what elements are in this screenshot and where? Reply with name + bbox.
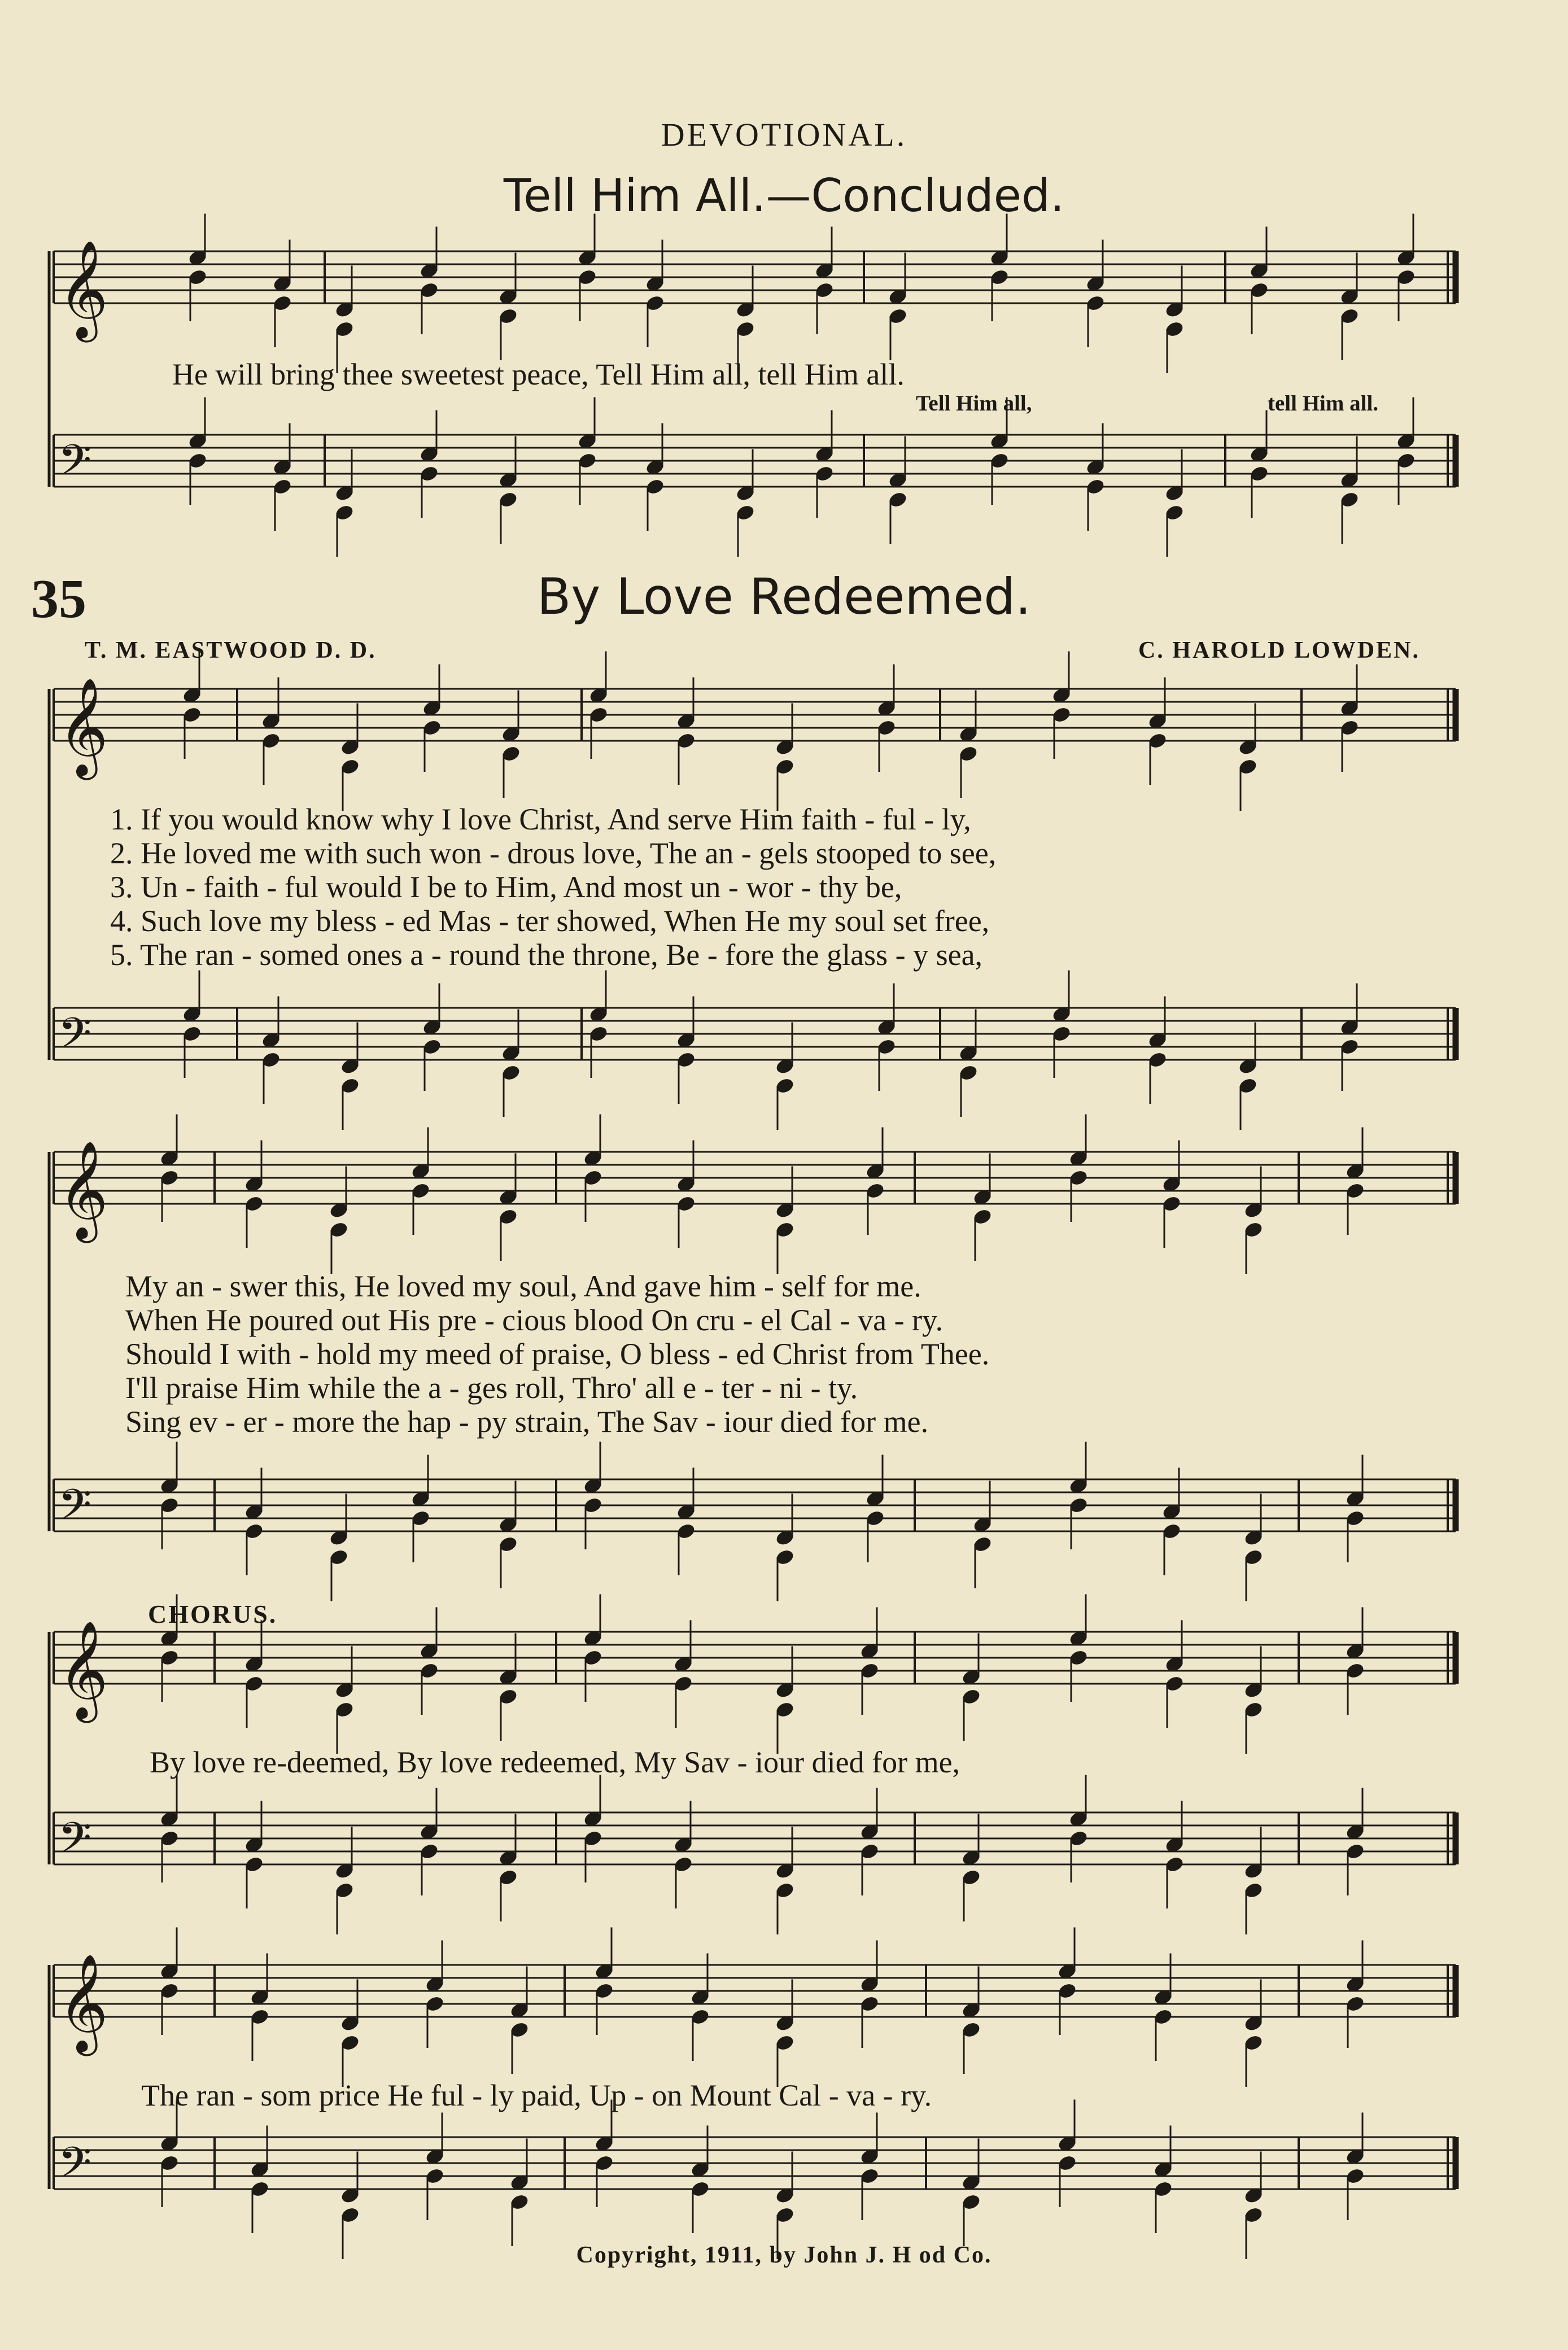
continued-lyric-line: He will bring thee sweetest peace, Tell Him all, tell Him all. <box>172 357 905 391</box>
svg-text:𝄞: 𝄞 <box>58 1141 108 1239</box>
svg-text:𝄢: 𝄢 <box>58 1813 92 1873</box>
svg-text:𝄢: 𝄢 <box>58 1008 92 1069</box>
svg-text:𝄞: 𝄞 <box>58 678 108 776</box>
svg-text:𝄢: 𝄢 <box>58 1480 92 1540</box>
section-title: DEVOTIONAL. <box>661 116 907 153</box>
verse-line-a: 1. If you would know why I love Christ, And serve Him faith - ful - ly, <box>110 802 971 836</box>
verse-line-b: When He poured out His pre - cious blood On cru - el Cal - va - ry. <box>125 1303 944 1337</box>
composer-credit: C. HAROLD LOWDEN. <box>1138 637 1420 663</box>
svg-text:𝄢: 𝄢 <box>58 2138 92 2198</box>
hymn-number: 35 <box>31 569 86 630</box>
verse-line-a: 2. He loved me with such won - drous love, The an - gels stooped to see, <box>110 836 997 870</box>
continued-sub-lyric-2: tell Him all. <box>1268 391 1379 416</box>
lyricist-credit: T. M. EASTWOOD D. D. <box>85 637 377 663</box>
verse-line-b: Sing ev - er - more the hap - py strain, The Sav - iour died for me. <box>125 1405 929 1439</box>
continued-hymn-title: Tell Him All.—Concluded. <box>503 169 1065 222</box>
svg-text:𝄢: 𝄢 <box>58 435 92 496</box>
chorus-line: The ran - som price He ful - ly paid, Up - on Mount Cal - va - ry. <box>141 2078 932 2112</box>
continued-sub-lyric-1: Tell Him all, <box>916 391 1032 416</box>
svg-text:𝄞: 𝄞 <box>58 1620 108 1719</box>
svg-text:𝄞: 𝄞 <box>58 1954 108 2052</box>
verse-line-a: 4. Such love my bless - ed Mas - ter showed, When He my soul set free, <box>110 904 990 938</box>
chorus-label: CHORUS. <box>148 1600 278 1628</box>
verse-line-b: My an - swer this, He loved my soul, And gave him - self for me. <box>125 1269 921 1303</box>
chorus-line: By love re-deemed, By love redeemed, My Sav - iour died for me, <box>150 1745 960 1779</box>
verse-line-b: Should I with - hold my meed of praise, O bless - ed Christ from Thee. <box>125 1337 990 1371</box>
verse-line-a: 5. The ran - somed ones a - round the throne, Be - fore the glass - y sea, <box>110 938 983 972</box>
verse-line-b: I'll praise Him while the a - ges roll, Thro' all e - ter - ni - ty. <box>125 1371 858 1405</box>
copyright-notice: Copyright, 1911, by John J. H od Co. <box>576 2242 992 2268</box>
hymn-title: By Love Redeemed. <box>536 567 1032 626</box>
svg-text:𝄞: 𝄞 <box>58 240 108 338</box>
verse-line-a: 3. Un - faith - ful would I be to Him, And most un - wor - thy be, <box>110 870 902 904</box>
